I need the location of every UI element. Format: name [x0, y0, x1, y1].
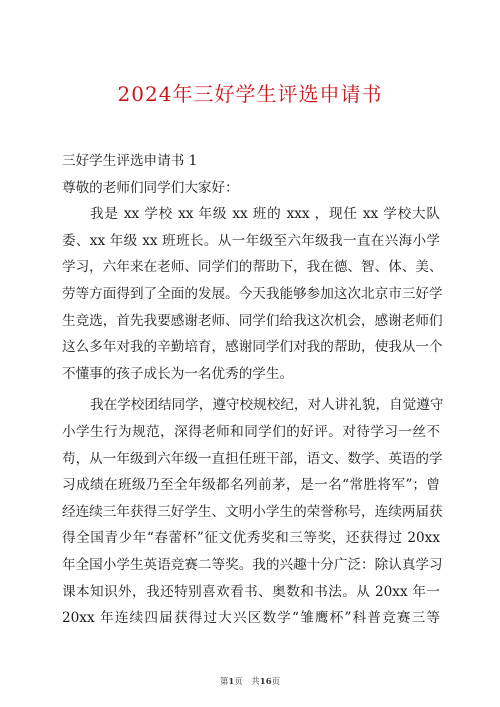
page-footer	[0, 675, 500, 687]
document-body	[62, 148, 444, 632]
footer-middle: 页 共	[234, 677, 260, 687]
paragraph-line: 年全国小学生英语竞赛二等奖。我的兴趣十分广泛：除认真学习	[62, 556, 443, 573]
paragraph-line: 学习，六年来在老师、同学们的帮助下，我在德、智、体、美、	[62, 259, 443, 276]
paragraph-line: 劳等方面得到了全面的发展。今天我能够参加这次北京市三好学	[62, 285, 443, 302]
footer-page-number: 1	[228, 677, 235, 687]
paragraph-line: 小学生行为规范，深得老师和同学们的好评。对待学习一丝不	[62, 423, 440, 440]
paragraph-1	[62, 201, 443, 387]
footer-prefix: 第	[219, 677, 229, 687]
paragraph-line: 习成绩在班级乃至全年级都名列前茅，是一名“常胜将军”；曾	[62, 477, 440, 494]
paragraph-2	[62, 392, 444, 631]
paragraph-line: 得全国青少年“春蕾杯”征文优秀奖和三等奖，还获得过 20xx	[62, 530, 440, 547]
paragraph-line: 这么多年对我的辛勤培育，感谢同学们对我的帮助，使我从一个	[62, 339, 443, 356]
greeting-line: 尊敬的老师们同学们大家好：	[62, 179, 239, 196]
paragraph-line: 不懂事的孩子成长为一名优秀的学生。	[62, 365, 294, 382]
paragraph-line: 经连续三年获得三好学生、文明小学生的荣誉称号，连续两届获	[62, 503, 443, 520]
footer-suffix: 页	[271, 677, 281, 687]
paragraph-line: 苟，从一年级到六年级一直担任班干部，语文、数学、英语的学	[62, 450, 443, 467]
document-title: 2024年三好学生评选申请书	[117, 82, 383, 106]
paragraph-line: 生竞选，首先我要感谢老师、同学们给我这次机会，感谢老师们	[62, 312, 443, 329]
paragraph-line: 委、xx 年级 xx 班班长。从一年级至六年级我一直在兴海小学	[62, 232, 440, 249]
paragraph-line: 我在学校团结同学，遵守校规校纪，对人讲礼貌，自觉遵守	[90, 397, 444, 414]
footer-total-pages: 16	[259, 677, 272, 687]
section-heading: 三好学生评选申请书 1	[62, 153, 198, 169]
paragraph-line: 我是 xx 学校 xx 年级 xx 班的 xxx ，现任 xx 学校大队	[90, 206, 440, 223]
paragraph-line: 20xx 年连续四届获得过大兴区数学“雏鹰杯”科普竞赛三等	[62, 610, 440, 627]
paragraph-line: 课本知识外，我还特别喜欢看书、奥数和书法。从 20xx 年一	[62, 583, 440, 600]
